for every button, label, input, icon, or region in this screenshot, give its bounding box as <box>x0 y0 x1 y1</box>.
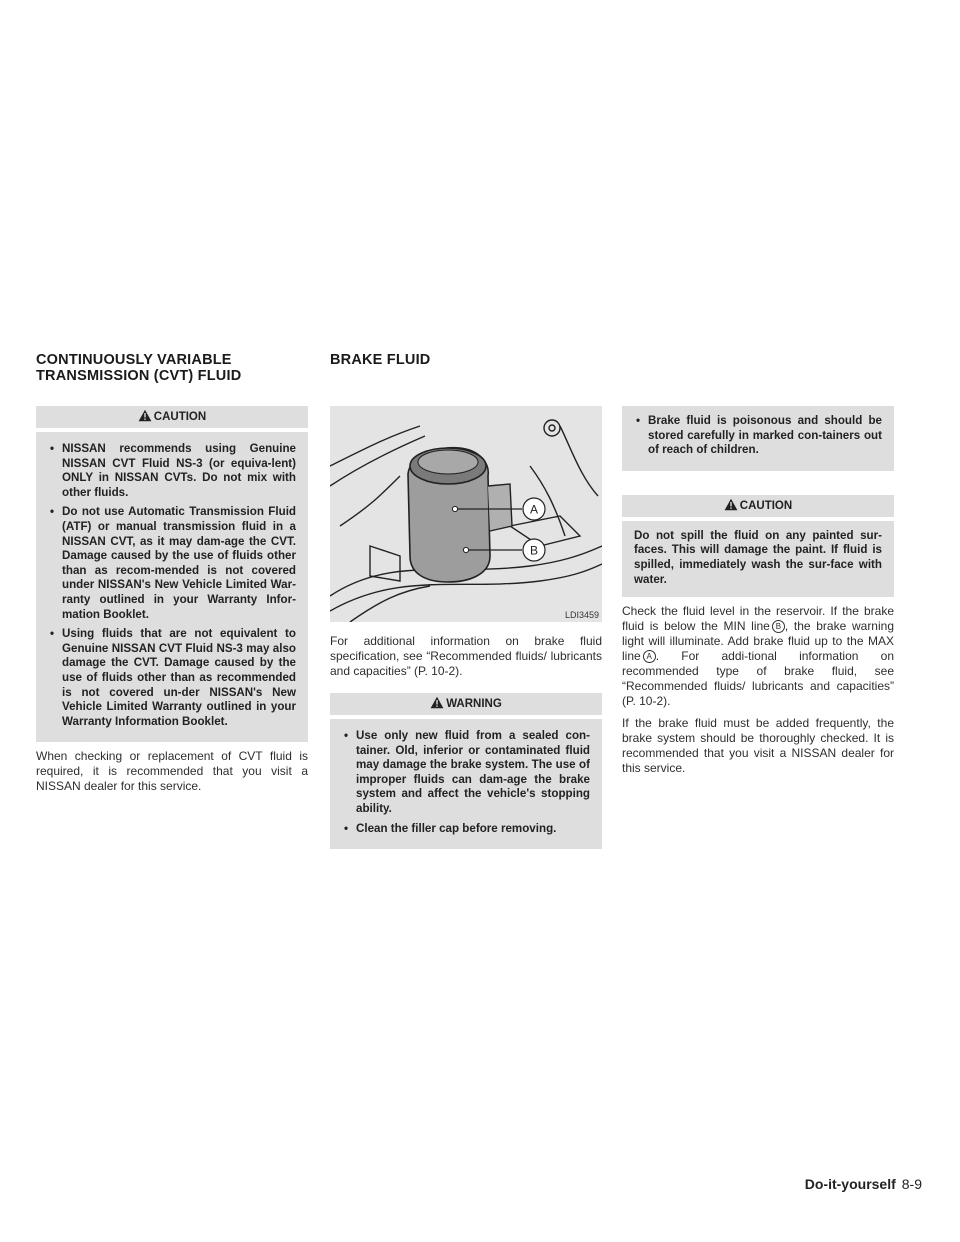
cvt-body-text: When checking or replacement of CVT fluid is required, it is recommended that you visit a NISSAN dealer for this service. <box>36 749 308 794</box>
brake-caution-title: CAUTION <box>739 499 793 512</box>
cvt-fluid-heading <box>36 352 241 384</box>
brake-frequent-text: If the brake fluid must be added frequently, the brake system should be thoroughly checked. It is recommended that you visit a NISSAN dealer for this service. <box>622 716 894 776</box>
cvt-heading-line-1: CONTINUOUSLY VARIABLE <box>36 352 232 368</box>
cvt-caution-box <box>36 432 308 742</box>
page-footer <box>805 1176 922 1192</box>
cvt-caution-item: • NISSAN recommends using Genuine NISSAN CVT Fluid NS-3 (or equiva-lent) ONLY in NISSAN CVTs. Do not mix with other fluids. <box>48 442 296 500</box>
brake-warning-header <box>330 693 602 715</box>
brake-caution-text: Do not spill the fluid on any painted sur-faces. This will damage the paint. If fluid is spilled, immediately wash the sur-face with water. <box>634 528 882 586</box>
brake-fluid-heading: BRAKE FLUID <box>330 352 431 368</box>
chapter-name: Do-it-yourself <box>804 1176 896 1192</box>
brake-caution-header <box>622 495 894 517</box>
warning-triangle-icon <box>430 695 444 717</box>
marker-a-label: A <box>529 502 539 517</box>
marker-a-symbol: A <box>643 650 656 663</box>
column-cvt <box>36 406 308 794</box>
warning-triangle-icon <box>724 497 738 519</box>
brake-reservoir-drawing <box>330 406 602 622</box>
marker-b-label: B <box>529 543 539 558</box>
brake-warning-title: WARNING <box>446 698 502 710</box>
brake-caution-box <box>622 521 894 597</box>
cvt-caution-item: • Do not use Automatic Transmission Fluid (ATF) or manual transmission fluid in a NISSAN CVT, as it may dam-age the CVT. Damage caused by the use of fluids other than as recom-mended is not covered under NISSAN's New Vehicle Limited War-ranty outlined in your Warranty Infor-mation Booklet. <box>48 505 296 622</box>
cvt-caution-item: • Using fluids that are not equivalent to Genuine NISSAN CVT Fluid NS-3 may also damage the CVT. Damage caused by the use of fluids other than as recommended is not covered un-der NISSAN's New Vehicle Limited Warranty outlined in your Warranty Information Booklet. <box>48 627 296 729</box>
brake-warning-box-part-2 <box>622 406 894 471</box>
brake-warning-item: • Brake fluid is poisonous and should be stored carefully in marked con-tainers out of reach of children. <box>634 414 882 458</box>
brake-reservoir-illustration <box>330 406 602 622</box>
brake-check-text: Check the fluid level in the reservoir. If the brake fluid is below the MIN line B , the brake warning light will illuminate. Add brake fluid up to the MAX line A . For addi-tional information on recommended type of brake fluid, see “Recommended fluids/ lubricants and capacities” (P. 10-2). <box>622 604 894 709</box>
cvt-caution-header <box>36 406 308 428</box>
page-number: 8-9 <box>901 1176 922 1192</box>
warning-triangle-icon <box>138 408 152 430</box>
brake-warning-box-part-1 <box>330 719 602 849</box>
column-brake-2 <box>622 406 894 776</box>
brake-warning-item: • Use only new fluid from a sealed con-tainer. Old, inferior or contaminated fluid may damage the brake system. The use of improper fluids can dam-age the brake system and affect the vehicle's stopping ability. <box>342 729 590 817</box>
marker-b-symbol: B <box>772 620 785 633</box>
figure-code: LDI3459 <box>564 610 599 620</box>
column-brake-1 <box>330 406 602 849</box>
brake-warning-item: • Clean the filler cap before removing. <box>342 822 590 837</box>
cvt-heading-line-2: TRANSMISSION (CVT) FLUID <box>36 368 242 384</box>
brake-info-text: For additional information on brake fluid specification, see “Recommended fluids/ lubricants and capacities” (P. 10-2). <box>330 634 602 678</box>
cvt-caution-title: CAUTION <box>153 411 207 423</box>
